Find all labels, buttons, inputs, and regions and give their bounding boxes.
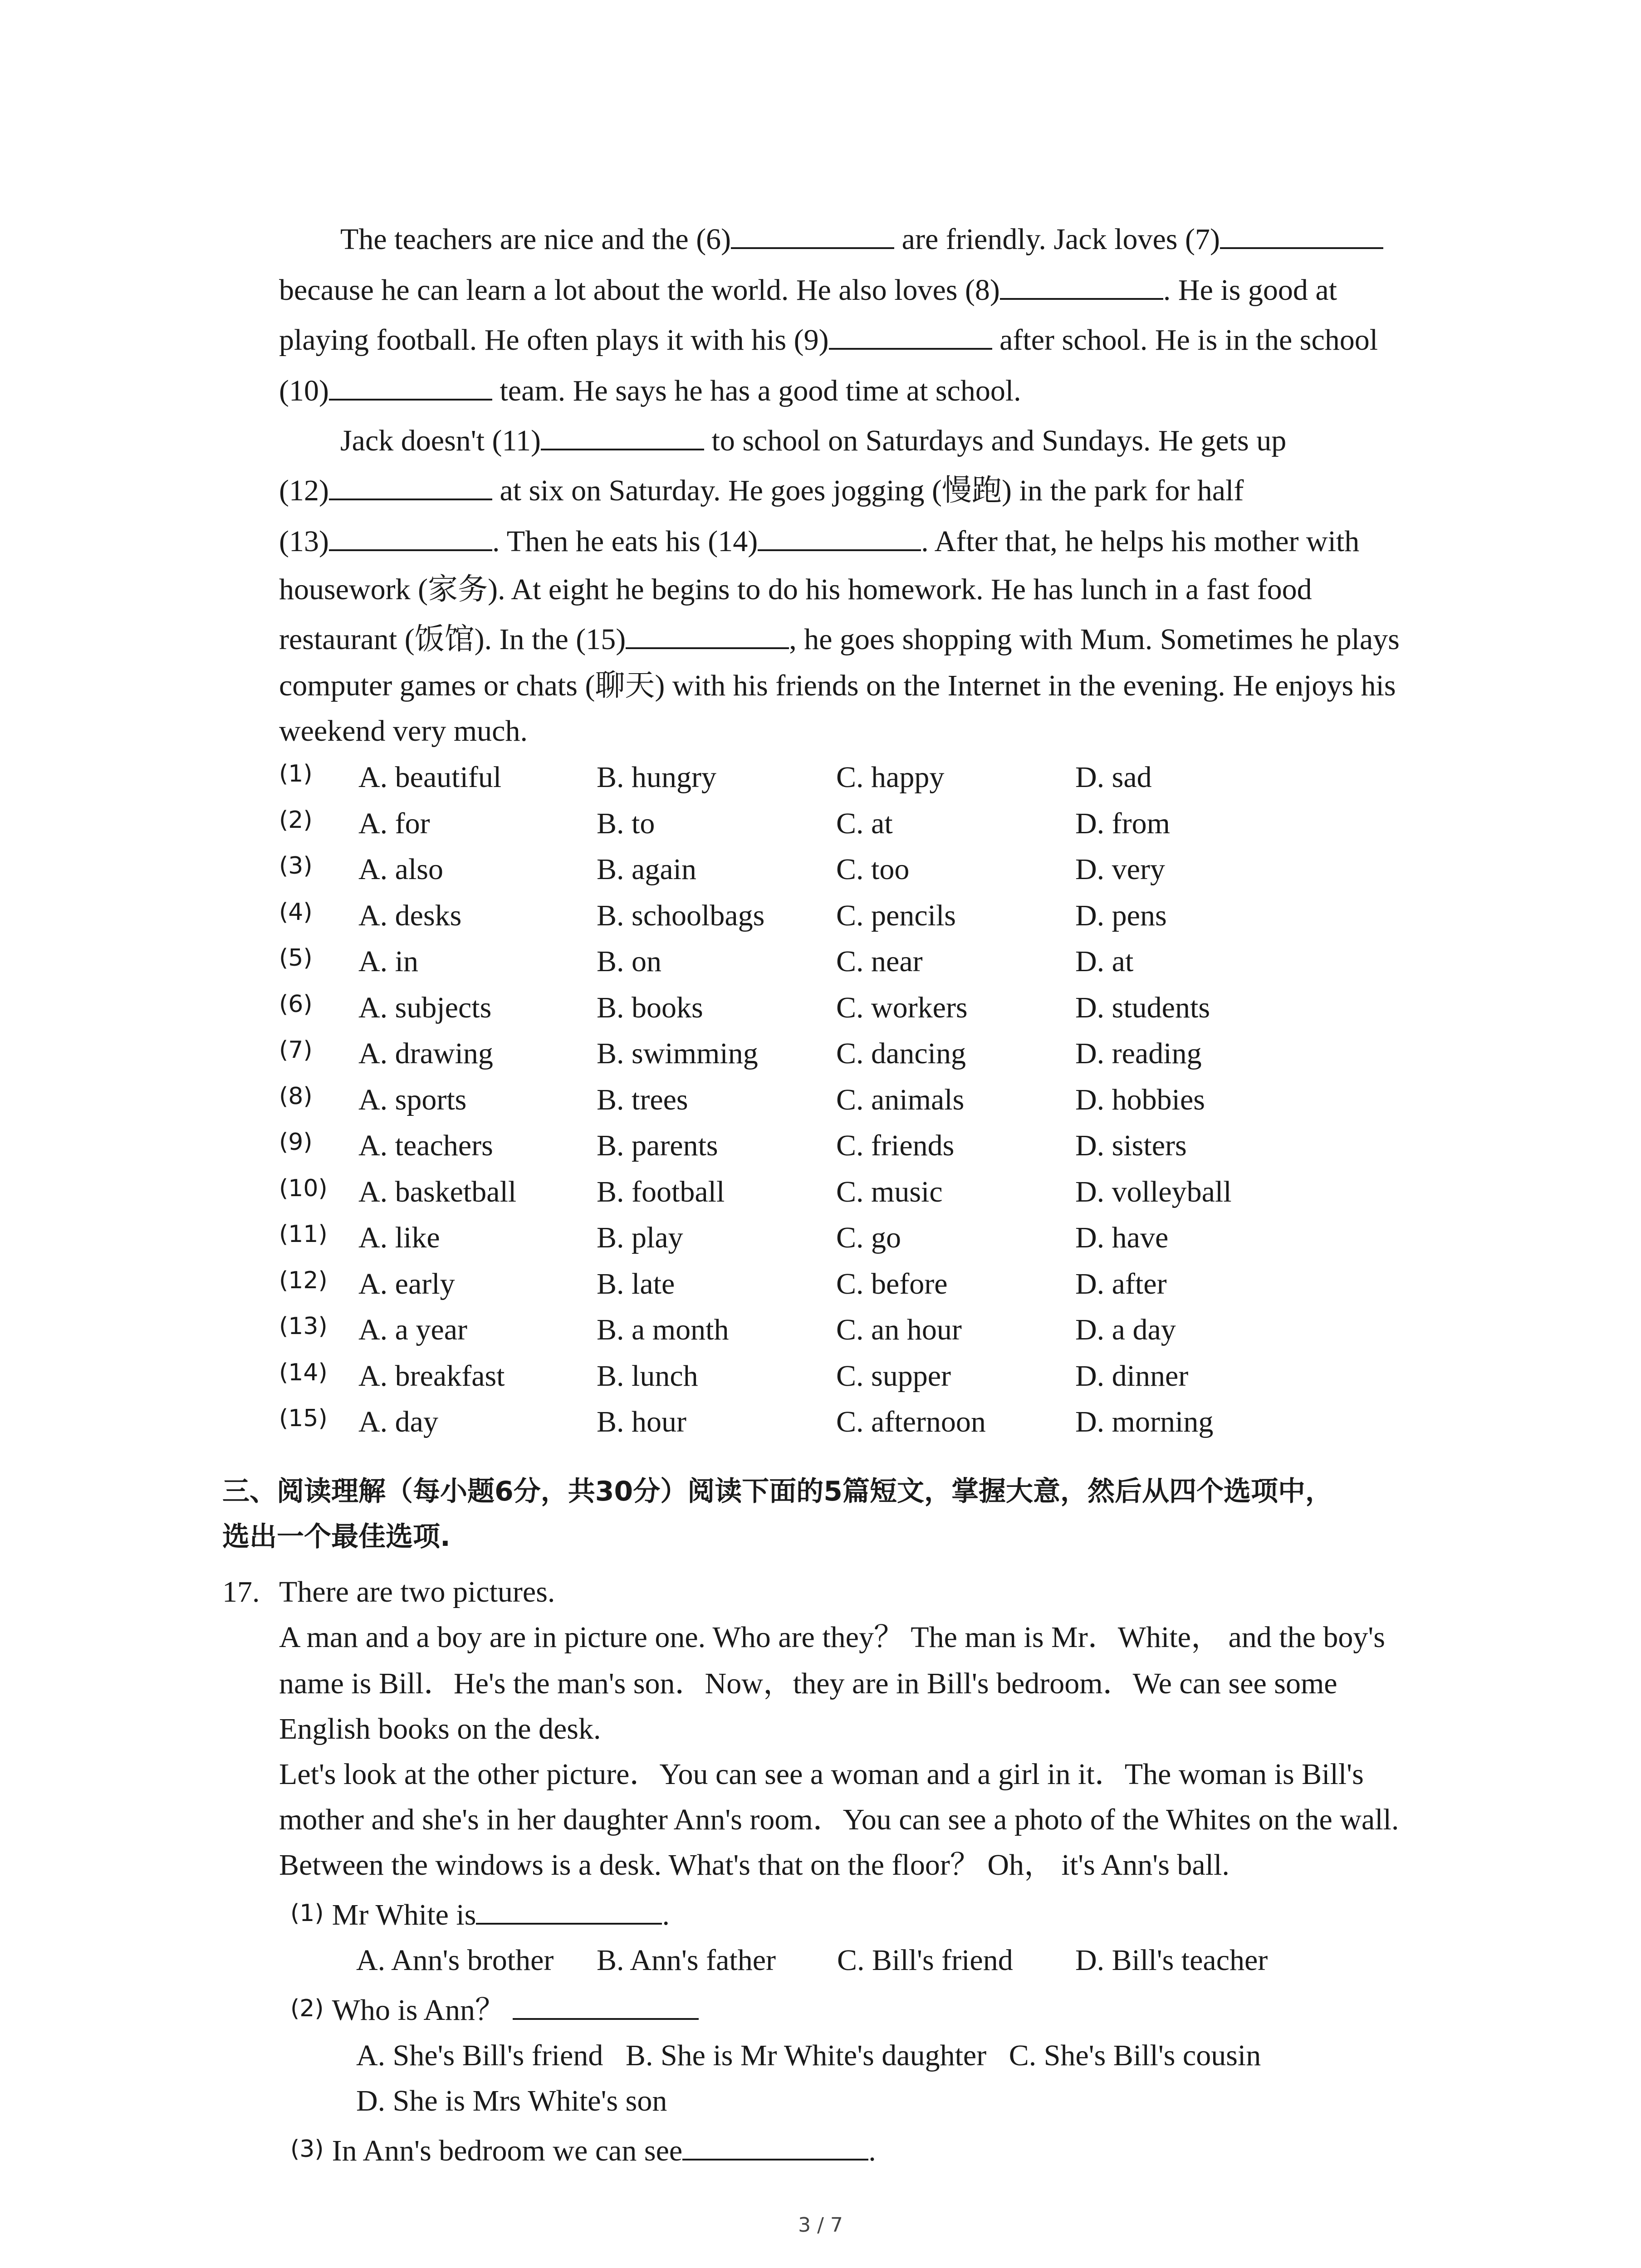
choice-b[interactable]: B. parents [597, 1129, 718, 1162]
passage-line [340, 217, 1383, 262]
text: to school on Saturdays and Sundays. He gets up [704, 424, 1287, 457]
choice-c[interactable]: C. too [836, 853, 910, 886]
option-number: (8) [279, 1082, 313, 1110]
option-number: (6) [279, 990, 313, 1018]
choice-c[interactable]: C. happy [836, 761, 945, 794]
option-number: (13) [279, 1313, 328, 1340]
choice-d[interactable]: D. have [1075, 1221, 1169, 1254]
option-row [279, 939, 1459, 984]
choice-c[interactable]: C. at [836, 807, 893, 840]
choice-c[interactable]: C. animals [836, 1083, 965, 1116]
option-row [279, 985, 1459, 1031]
option-row [279, 1215, 1459, 1261]
passage-line [279, 268, 1337, 313]
answer-blank[interactable] [513, 1988, 699, 2020]
choice-a[interactable]: A. for [358, 807, 430, 840]
choice-c[interactable]: C. near [836, 945, 923, 978]
passage-line [279, 663, 1396, 709]
choice-d[interactable]: D. a day [1075, 1313, 1176, 1346]
choice-a[interactable]: A. sports [358, 1083, 467, 1116]
passage-line [279, 368, 1021, 414]
passage-line [279, 709, 528, 754]
choice-a[interactable]: A. early [358, 1267, 455, 1300]
option-row [279, 847, 1459, 892]
passage-line [279, 519, 1359, 564]
choice-a[interactable]: A. Ann's brother [356, 1944, 554, 1977]
text: (12) [279, 474, 329, 507]
text: The teachers are nice and the (6) [340, 223, 731, 256]
choice-a[interactable]: A. basketball [358, 1175, 517, 1208]
text: at six on Saturday. He goes jogging (慢跑) in the park for half [492, 474, 1244, 507]
option-number: (9) [279, 1129, 313, 1156]
text: . Then he eats his (14) [492, 525, 758, 558]
choice-d[interactable]: D. at [1075, 945, 1134, 978]
passage-line: name is Bill．He's the man's son．Now，they are in Bill's bedroom．We can see some [279, 1667, 1337, 1700]
text: weekend very much. [279, 714, 528, 748]
text: team. He says he has a good time at school. [492, 374, 1021, 407]
passage-line: Between the windows is a desk. What's that on the floor？ Oh， it's Ann's ball. [279, 1848, 1230, 1882]
choice-a[interactable]: A. a year [358, 1313, 468, 1346]
option-row [279, 1169, 1459, 1215]
passage-line: Let's look at the other picture．You can see a woman and a girl in it．The woman is Bill's [279, 1758, 1364, 1791]
option-number: (7) [279, 1036, 313, 1064]
option-number: (2) [279, 806, 313, 834]
text: after school. He is in the school [992, 323, 1378, 357]
option-number: (14) [279, 1359, 328, 1386]
option-number: (5) [279, 944, 313, 972]
option-number: (11) [279, 1221, 328, 1248]
choice-d[interactable]: D. morning [1075, 1405, 1214, 1438]
sub-question [290, 1988, 699, 2035]
text: , he goes shopping with Mum. Sometimes he plays [789, 623, 1400, 656]
choice-a[interactable]: A. day [358, 1405, 438, 1438]
option-row [279, 1354, 1459, 1399]
option-row [279, 1031, 1459, 1076]
choice-b[interactable]: B. swimming [597, 1037, 758, 1070]
blank-11[interactable] [541, 419, 704, 450]
choice-a[interactable]: A. teachers [358, 1129, 493, 1162]
passage-line: A man and a boy are in picture one. Who are they？ The man is Mr．White， and the boy's [279, 1621, 1385, 1654]
sub-number: (3) [290, 2136, 324, 2163]
answer-blank[interactable] [476, 1893, 662, 1925]
option-row [279, 755, 1459, 800]
page-number: 3 / 7 [798, 2214, 843, 2237]
choice-b[interactable]: B. football [597, 1175, 725, 1208]
passage-line [279, 617, 1400, 662]
option-row [279, 1261, 1459, 1307]
choice-b[interactable]: B. a month [597, 1313, 729, 1346]
text: (13) [279, 525, 329, 558]
passage-line: mother and she's in her daughter Ann's room．You can see a photo of the Whites on the wall. [279, 1803, 1399, 1836]
choice-d[interactable]: D. sisters [1075, 1129, 1187, 1162]
blank-9[interactable] [829, 318, 992, 350]
choice-d[interactable]: D. pens [1075, 899, 1167, 932]
blank-10[interactable] [329, 369, 492, 401]
choice-d[interactable]: D. dinner [1075, 1359, 1189, 1393]
section-heading: 选出一个最佳选项. [222, 1521, 451, 1553]
text: . He is good at [1163, 274, 1337, 307]
choice-b[interactable]: B. on [597, 945, 662, 978]
sub-text: Who is Ann？ [332, 1994, 505, 2027]
text: (10) [279, 374, 329, 407]
blank-7[interactable] [1220, 217, 1383, 249]
choice-c[interactable]: C. music [836, 1175, 943, 1208]
option-number: (4) [279, 898, 313, 926]
choice-c[interactable]: C. supper [836, 1359, 951, 1393]
choice-b[interactable]: B. trees [597, 1083, 688, 1116]
passage-line [279, 567, 1312, 612]
blank-12[interactable] [329, 469, 492, 500]
sub-text: Mr White is [332, 1898, 476, 1931]
option-row [279, 801, 1459, 846]
choice-a[interactable]: A. subjects [358, 991, 492, 1024]
passage-line: English books on the desk. [279, 1712, 601, 1745]
choice-row[interactable]: A. She's Bill's friend B. She is Mr White's daughter C. She's Bill's cousin [356, 2039, 1261, 2072]
choice-b[interactable]: B. Ann's father [597, 1944, 776, 1977]
choice-d[interactable]: D. hobbies [1075, 1083, 1205, 1116]
passage-line [279, 318, 1378, 363]
choice-a[interactable]: A. drawing [358, 1037, 493, 1070]
text: playing football. He often plays it with his (9) [279, 323, 829, 357]
option-number: (12) [279, 1266, 328, 1294]
sub-number: (1) [290, 1900, 324, 1927]
option-number: (1) [279, 760, 313, 787]
text: . After that, he helps his mother with [921, 525, 1360, 558]
text: housework (家务). At eight he begins to do his homework. He has lunch in a fast food [279, 573, 1312, 606]
choice-a[interactable]: A. in [358, 945, 418, 978]
choice-c[interactable]: C. friends [836, 1129, 955, 1162]
option-row [279, 1077, 1459, 1123]
text: restaurant (饭馆). In the (15) [279, 623, 626, 656]
sub-number: (2) [290, 1995, 324, 2022]
choice-b[interactable]: B. hour [597, 1405, 686, 1438]
choice-c[interactable]: C. pencils [836, 899, 956, 932]
option-number: (15) [279, 1405, 328, 1432]
choice-d[interactable]: D. reading [1075, 1037, 1202, 1070]
choice-row[interactable]: D. She is Mrs White's son [356, 2084, 667, 2117]
choice-d[interactable]: D. after [1075, 1267, 1167, 1300]
section-heading: 三、阅读理解（每小题6分，共30分）阅读下面的5篇短文，掌握大意，然后从四个选项中， [222, 1476, 1332, 1507]
passage-line [340, 418, 1286, 464]
choice-d[interactable]: D. from [1075, 807, 1170, 840]
blank-14[interactable] [758, 519, 921, 551]
choice-c[interactable]: C. workers [836, 991, 968, 1024]
choice-c[interactable]: C. afternoon [836, 1405, 986, 1438]
choice-b[interactable]: B. late [597, 1267, 675, 1300]
question-number: 17. [222, 1575, 260, 1608]
option-number: (3) [279, 852, 313, 880]
choice-c[interactable]: C. dancing [836, 1037, 966, 1070]
choice-b[interactable]: B. schoolbags [597, 899, 765, 932]
choice-b[interactable]: B. to [597, 807, 655, 840]
choice-d[interactable]: D. volleyball [1075, 1175, 1232, 1208]
choice-b[interactable]: B. again [597, 853, 696, 886]
choice-c[interactable]: C. an hour [836, 1313, 962, 1346]
choice-c[interactable]: C. Bill's friend [837, 1944, 1013, 1977]
option-row [279, 1307, 1459, 1353]
text: . [662, 1898, 670, 1931]
blank-8[interactable] [1000, 268, 1163, 300]
choice-a[interactable]: A. like [358, 1221, 440, 1254]
choice-a[interactable]: A. also [358, 853, 443, 886]
choice-d[interactable]: D. very [1075, 853, 1165, 886]
text: because he can learn a lot about the world. He also loves (8) [279, 274, 1000, 307]
option-row [279, 893, 1459, 938]
text: are friendly. Jack loves (7) [894, 223, 1220, 256]
sub-question [290, 1892, 670, 1940]
choice-d[interactable]: D. sad [1075, 761, 1152, 794]
blank-15[interactable] [626, 617, 789, 649]
choice-b[interactable]: B. lunch [597, 1359, 698, 1393]
text: Jack doesn't (11) [340, 424, 541, 457]
text: computer games or chats (聊天) with his friends on the Internet in the evening. He enjoys his [279, 669, 1396, 702]
choice-b[interactable]: B. hungry [597, 761, 716, 794]
choice-b[interactable]: B. play [597, 1221, 683, 1254]
option-number: (10) [279, 1174, 328, 1202]
choice-a[interactable]: A. beautiful [358, 761, 502, 794]
option-row [279, 1399, 1459, 1445]
option-row [279, 1123, 1459, 1168]
choice-c[interactable]: C. before [836, 1267, 948, 1300]
choice-a[interactable]: A. desks [358, 899, 462, 932]
choice-a[interactable]: A. breakfast [358, 1359, 505, 1393]
sub-question [290, 2128, 876, 2175]
choice-b[interactable]: B. books [597, 991, 703, 1024]
passage-line [279, 468, 1244, 513]
blank-13[interactable] [329, 519, 492, 551]
sub-text: In Ann's bedroom we can see [332, 2134, 683, 2167]
blank-6[interactable] [731, 217, 894, 249]
choice-d[interactable]: D. Bill's teacher [1075, 1944, 1268, 1977]
text: . [868, 2134, 876, 2167]
passage-line: There are two pictures. [279, 1575, 555, 1608]
choice-d[interactable]: D. students [1075, 991, 1210, 1024]
choice-c[interactable]: C. go [836, 1221, 901, 1254]
answer-blank[interactable] [682, 2129, 868, 2160]
